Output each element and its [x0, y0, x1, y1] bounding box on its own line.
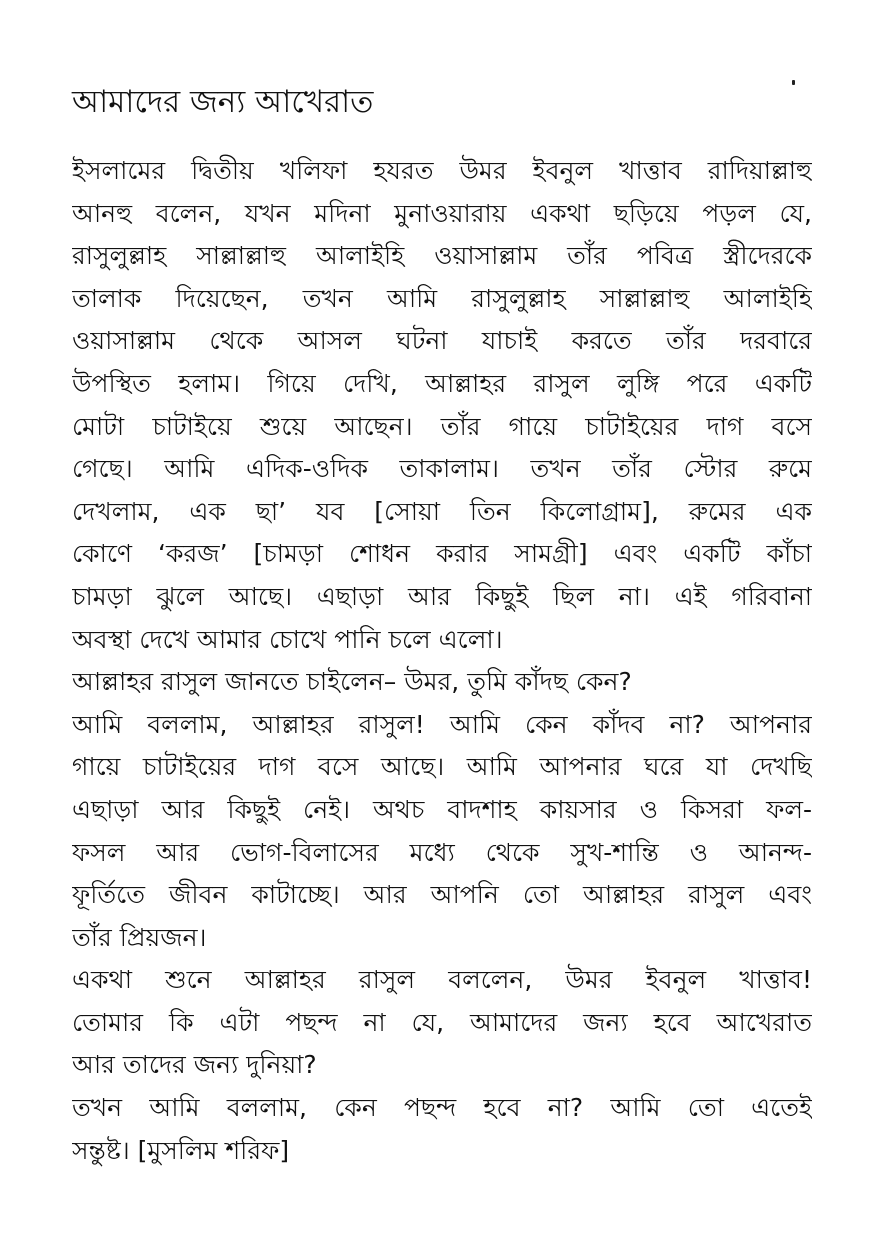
text-line: ইসলামের দ্বিতীয় খলিফা হযরত উমর ইবনুল খাত্তাব রাদিয়াল্লাহু	[72, 156, 812, 185]
text-line: তালাক দিয়েছেন, তখন আমি রাসুলুল্লাহ সাল্লাল্লাহু আলাইহি	[72, 283, 812, 313]
page-title: আমাদের জন্য আখেরাত	[72, 84, 374, 120]
print-speck	[792, 80, 795, 85]
text-line: আল্লাহর রাসুল জানতে চাইলেন– উমর, তুমি কাঁদছ কেন?	[72, 667, 632, 697]
text-line: কোণে ‘করজ’ [চামড়া শোধন করার সামগ্রী] এবং একটি কাঁচা	[72, 539, 812, 569]
body-text	[72, 150, 812, 1172]
text-line: তোমার কি এটা পছন্দ না যে, আমাদের জন্য হবে আখেরাত	[72, 1007, 812, 1037]
text-line: একথা শুনে আল্লাহর রাসুল বললেন, উমর ইবনুল খাত্তাব!	[72, 965, 812, 995]
text-line: ওয়াসাল্লাম থেকে আসল ঘটনা যাচাই করতে তাঁর দরবারে	[72, 326, 812, 356]
text-line: দেখলাম, এক ছা’ যব [সোয়া তিন কিলোগ্রাম], রুমের এক	[72, 496, 812, 526]
text-line: ফসল আর ভোগ-বিলাসের মধ্যে থেকে সুখ-শান্তি ও আনন্দ-	[72, 837, 812, 867]
text-line: আর তাদের জন্য দুনিয়া?	[72, 1050, 317, 1080]
text-line: এছাড়া আর কিছুই নেই। অথচ বাদশাহ কায়সার ও কিসরা ফল-	[72, 794, 812, 824]
text-line: আমি বললাম, আল্লাহর রাসুল! আমি কেন কাঁদব না? আপনার	[72, 709, 812, 739]
text-line: আনহু বলেন, যখন মদিনা মুনাওয়ারায় একথা ছড়িয়ে পড়ল যে,	[72, 198, 812, 228]
text-line: অবস্থা দেখে আমার চোখে পানি চলে এলো।	[72, 624, 503, 654]
text-line: চামড়া ঝুলে আছে। এছাড়া আর কিছুই ছিল না। এই গরিবানা	[72, 581, 812, 611]
text-line: গেছে। আমি এদিক-ওদিক তাকালাম। তখন তাঁর স্টোর রুমে	[72, 454, 812, 484]
text-line: উপস্থিত হলাম। গিয়ে দেখি, আল্লাহর রাসুল লুঙ্গি পরে একটি	[72, 368, 812, 398]
text-line: তখন আমি বললাম, কেন পছন্দ হবে না? আমি তো এতেই	[72, 1093, 812, 1123]
text-line: মোটা চাটাইয়ে শুয়ে আছেন। তাঁর গায়ে চাটাইয়ের দাগ বসে	[72, 411, 812, 441]
text-line: ফূর্তিতে জীবন কাটাচ্ছে। আর আপনি তো আল্লাহর রাসুল এবং	[72, 880, 812, 910]
text-line: তাঁর প্রিয়জন।	[72, 922, 207, 952]
text-line: গায়ে চাটাইয়ের দাগ বসে আছে। আমি আপনার ঘরে যা দেখছি	[72, 752, 812, 782]
text-line: রাসুলুল্লাহ সাল্লাল্লাহু আলাইহি ওয়াসাল্লাম তাঁর পবিত্র স্ত্রীদেরকে	[72, 241, 812, 271]
text-line: সন্তুষ্ট। [মুসলিম শরিফ]	[72, 1135, 290, 1165]
